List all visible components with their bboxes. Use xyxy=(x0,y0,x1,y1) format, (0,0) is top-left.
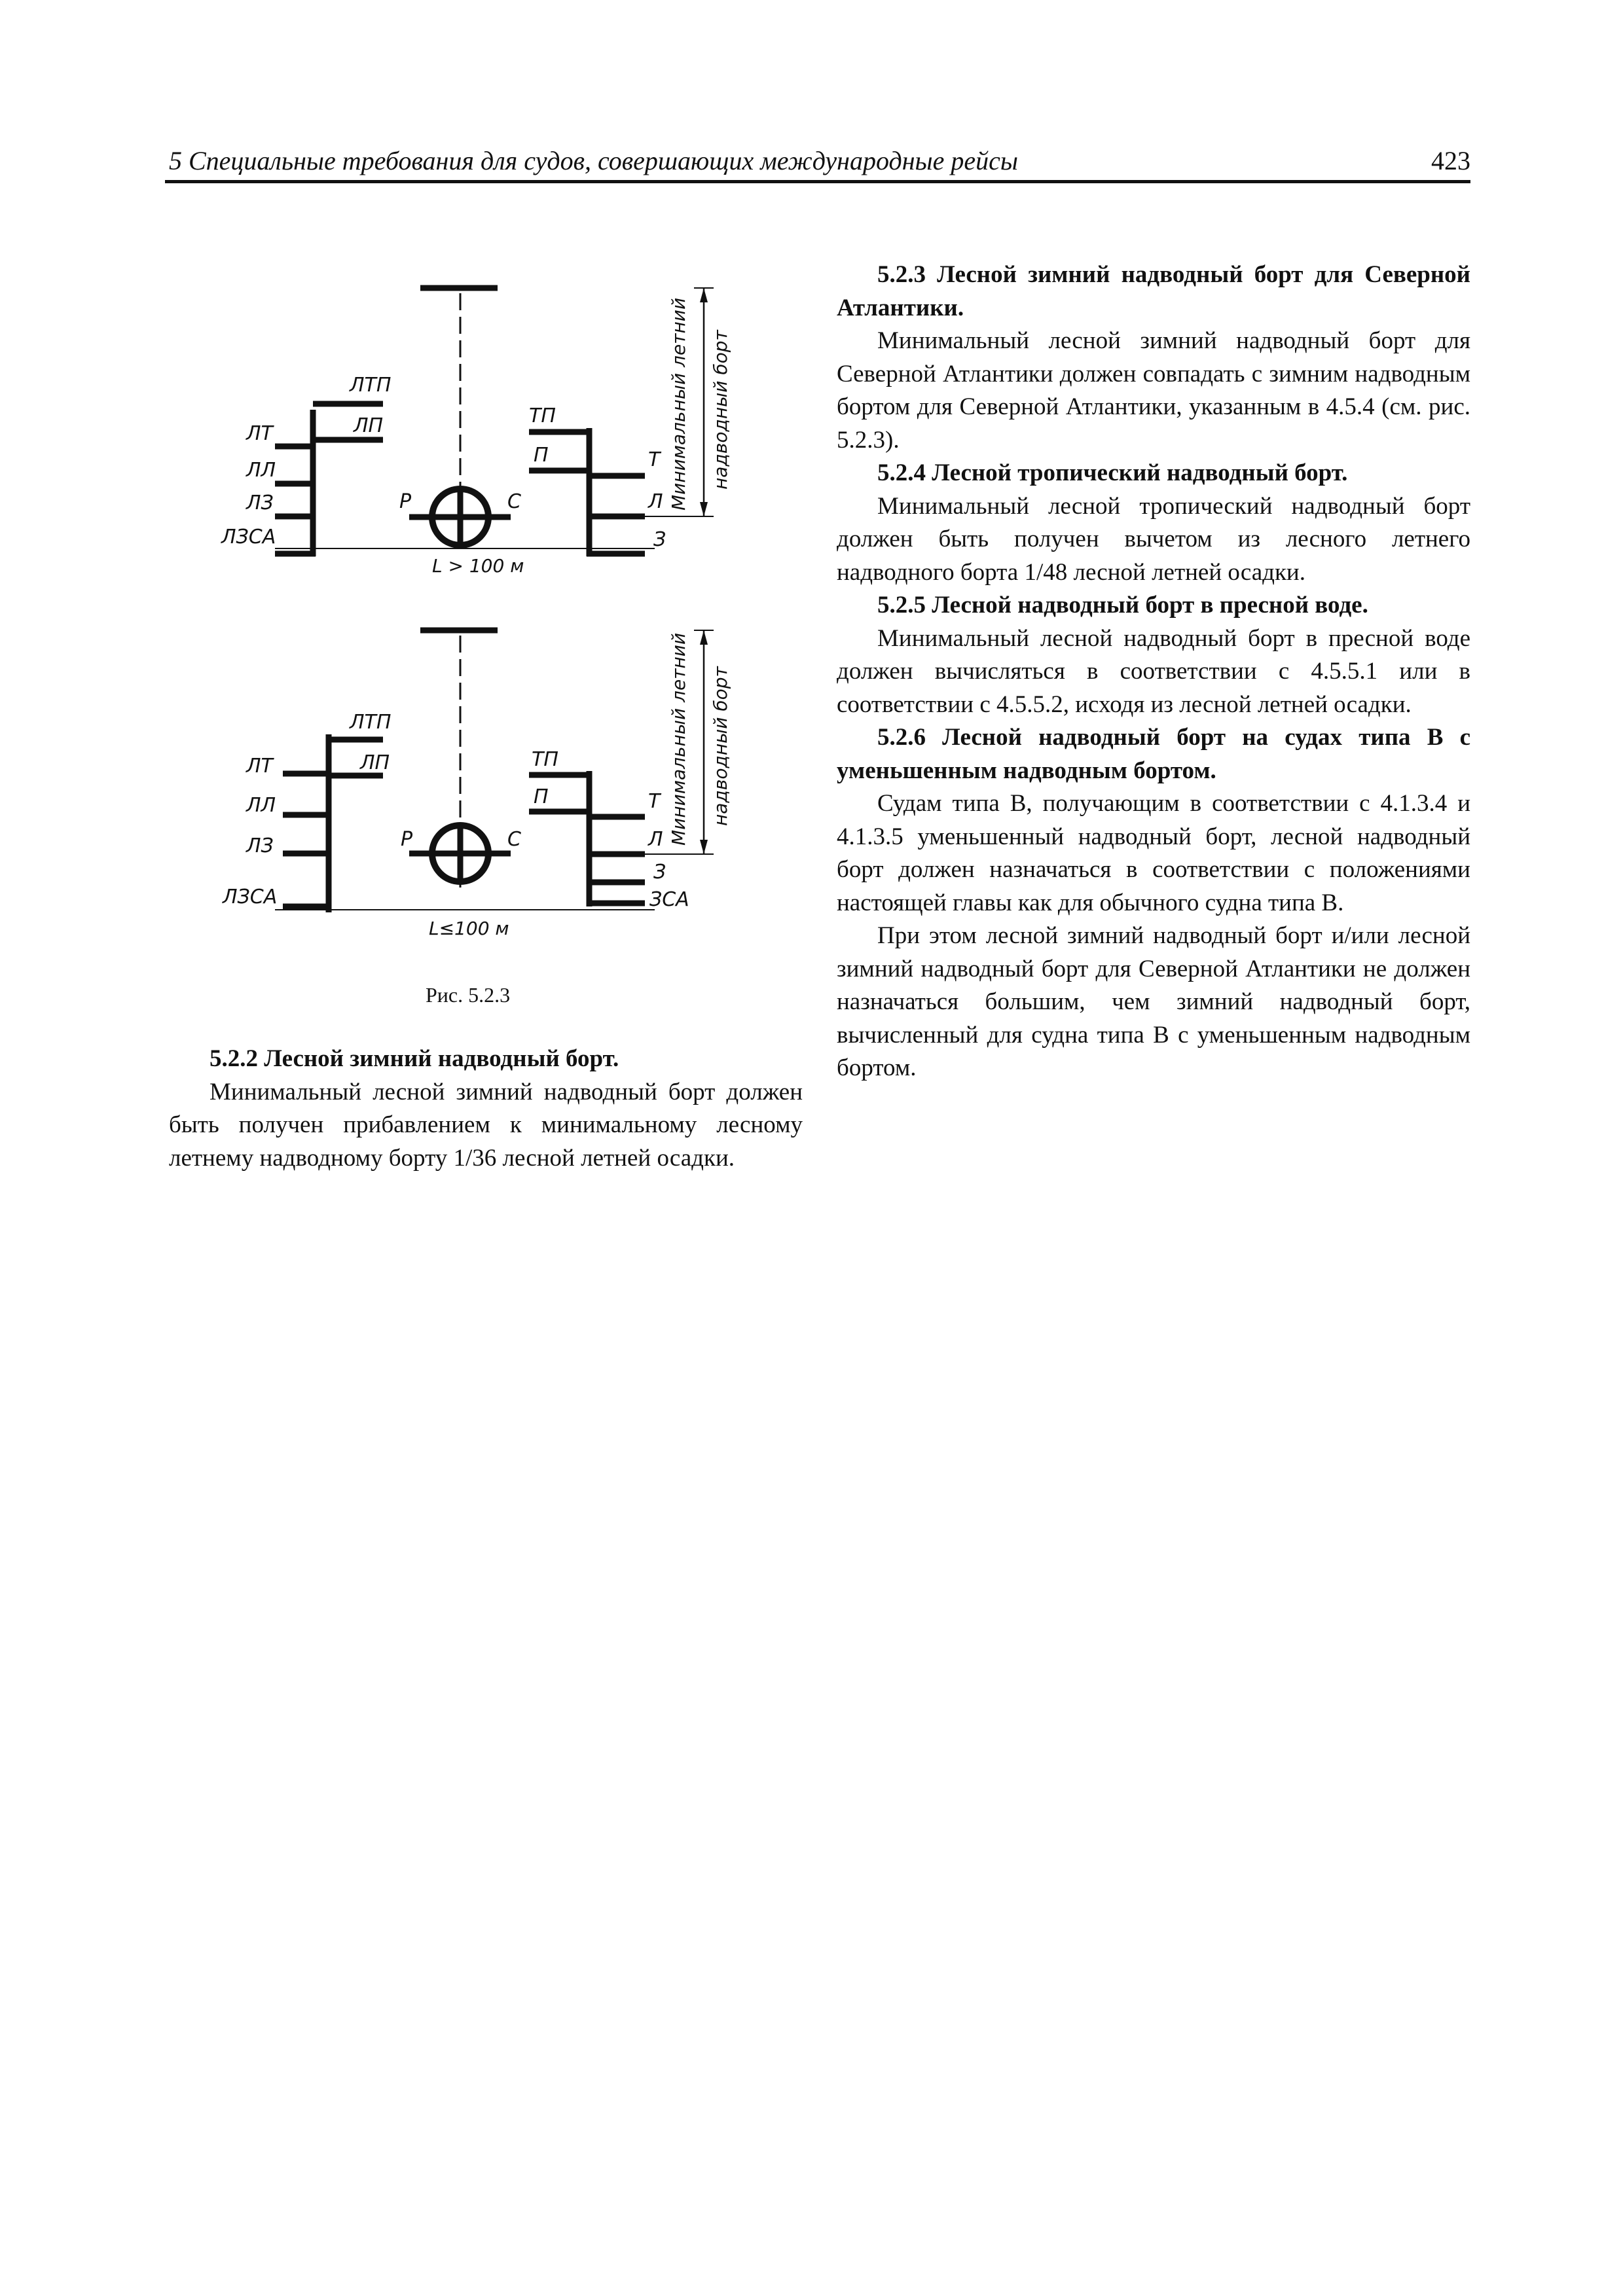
diagram-top xyxy=(221,288,731,577)
label-ll: ЛЛ xyxy=(246,794,276,817)
dim-label-line2: надводный борт xyxy=(710,666,731,826)
section-5-2-6-text-2: При этом лесной зимний надводный борт и/или лесной зимний надводный борт для Северной Атлантики не должен назначаться большим, чем зимний надводный борт, вычисленный для судна типа В с уменьшенным надводным бортом. xyxy=(837,922,1470,1081)
dim-arrow-top xyxy=(700,288,708,302)
label-l: Л xyxy=(648,828,663,851)
section-5-2-2-text: Минимальный лесной зимний надводный борт должен быть получен прибавлением к минимальному лесному летнему надводному борту 1/36 лесной летней осадки. xyxy=(169,1078,803,1172)
section-5-2-4-heading: 5.2.4 Лесной тропический надводный борт. xyxy=(877,459,1348,486)
dim-arrow-bottom xyxy=(700,840,708,854)
label-p: П xyxy=(534,444,549,467)
section-5-2-4-text: Минимальный лесной тропический надводный борт должен быть получен вычетом из лесного летнего надводного борта 1/48 лесной летней осадки. xyxy=(837,492,1470,586)
section-5-2-3-heading: 5.2.3 Лесной зимний надводный борт для Северной Атлантики. xyxy=(837,261,1470,321)
label-lzsa: ЛЗСА xyxy=(223,886,278,908)
label-lp: ЛП xyxy=(354,414,384,437)
label-tp: ТП xyxy=(532,748,558,771)
section-5-2-5-heading: 5.2.5 Лесной надводный борт в пресной воде. xyxy=(877,592,1368,619)
label-r: Р xyxy=(401,828,413,851)
header-rule xyxy=(165,180,1470,183)
label-l: Л xyxy=(648,490,663,513)
label-ltp: ЛТП xyxy=(350,374,392,397)
running-header-title: 5 Специальные требования для судов, совершающих международные рейсы xyxy=(169,146,1018,175)
label-lz: ЛЗ xyxy=(246,834,274,857)
label-length: L≤100 м xyxy=(429,918,509,939)
section-5-2-5-text: Минимальный лесной надводный борт в пресной воде должен вычисляться в соответствии с 4.5.5.1 или в соответствии с 4.5.5.2, исходя из лесной летней осадки. xyxy=(837,624,1470,718)
load-line-diagram xyxy=(196,249,786,995)
label-t: Т xyxy=(648,448,661,471)
dim-label-line1: Минимальный летний xyxy=(668,632,689,846)
label-lzsa: ЛЗСА xyxy=(221,526,276,548)
label-zsa: ЗСА xyxy=(649,888,689,911)
label-r: Р xyxy=(399,490,412,513)
label-lz: ЛЗ xyxy=(246,492,274,514)
label-ltp: ЛТП xyxy=(350,711,392,734)
section-5-2-6-text-1: Судам типа В, получающим в соответствии с 4.1.3.4 и 4.1.3.5 уменьшенный надводный борт, лесной надводный борт должен назначаться в соответствии с положениями настоящей главы как для обычного судна типа В. xyxy=(837,790,1470,916)
dim-arrow-bottom xyxy=(700,502,708,516)
label-tp: ТП xyxy=(529,404,556,427)
left-text-column xyxy=(169,1043,803,1175)
label-lp: ЛП xyxy=(360,751,390,774)
right-text-column xyxy=(837,259,1470,1085)
label-lt: ЛТ xyxy=(246,422,273,445)
label-z: З xyxy=(653,861,666,884)
figure-caption: Рис. 5.2.3 xyxy=(426,983,511,1007)
load-line-figure xyxy=(196,249,786,995)
label-t: Т xyxy=(648,790,661,813)
page-number: 423 xyxy=(1431,146,1470,175)
label-ll: ЛЛ xyxy=(246,459,276,482)
section-5-2-2-heading: 5.2.2 Лесной зимний надводный борт. xyxy=(210,1045,619,1072)
label-lt: ЛТ xyxy=(246,755,273,778)
diagram-bottom xyxy=(222,630,731,939)
dim-arrow-top xyxy=(700,630,708,645)
label-length: L > 100 м xyxy=(432,555,524,577)
label-p: П xyxy=(534,785,549,808)
label-c: С xyxy=(507,490,521,513)
label-z: З xyxy=(653,528,666,551)
dim-label-line2: надводный борт xyxy=(710,330,731,490)
dim-label-line1: Минимальный летний xyxy=(668,297,689,511)
section-5-2-3-text: Минимальный лесной зимний надводный борт для Северной Атлантики должен совпадать с зимним надводным бортом для Северной Атлантики, указанным в 4.5.4 (см. рис. 5.2.3). xyxy=(837,327,1470,454)
section-5-2-6-heading: 5.2.6 Лесной надводный борт на судах типа В с уменьшенным надводным бортом. xyxy=(837,724,1470,784)
label-c: С xyxy=(507,828,521,851)
